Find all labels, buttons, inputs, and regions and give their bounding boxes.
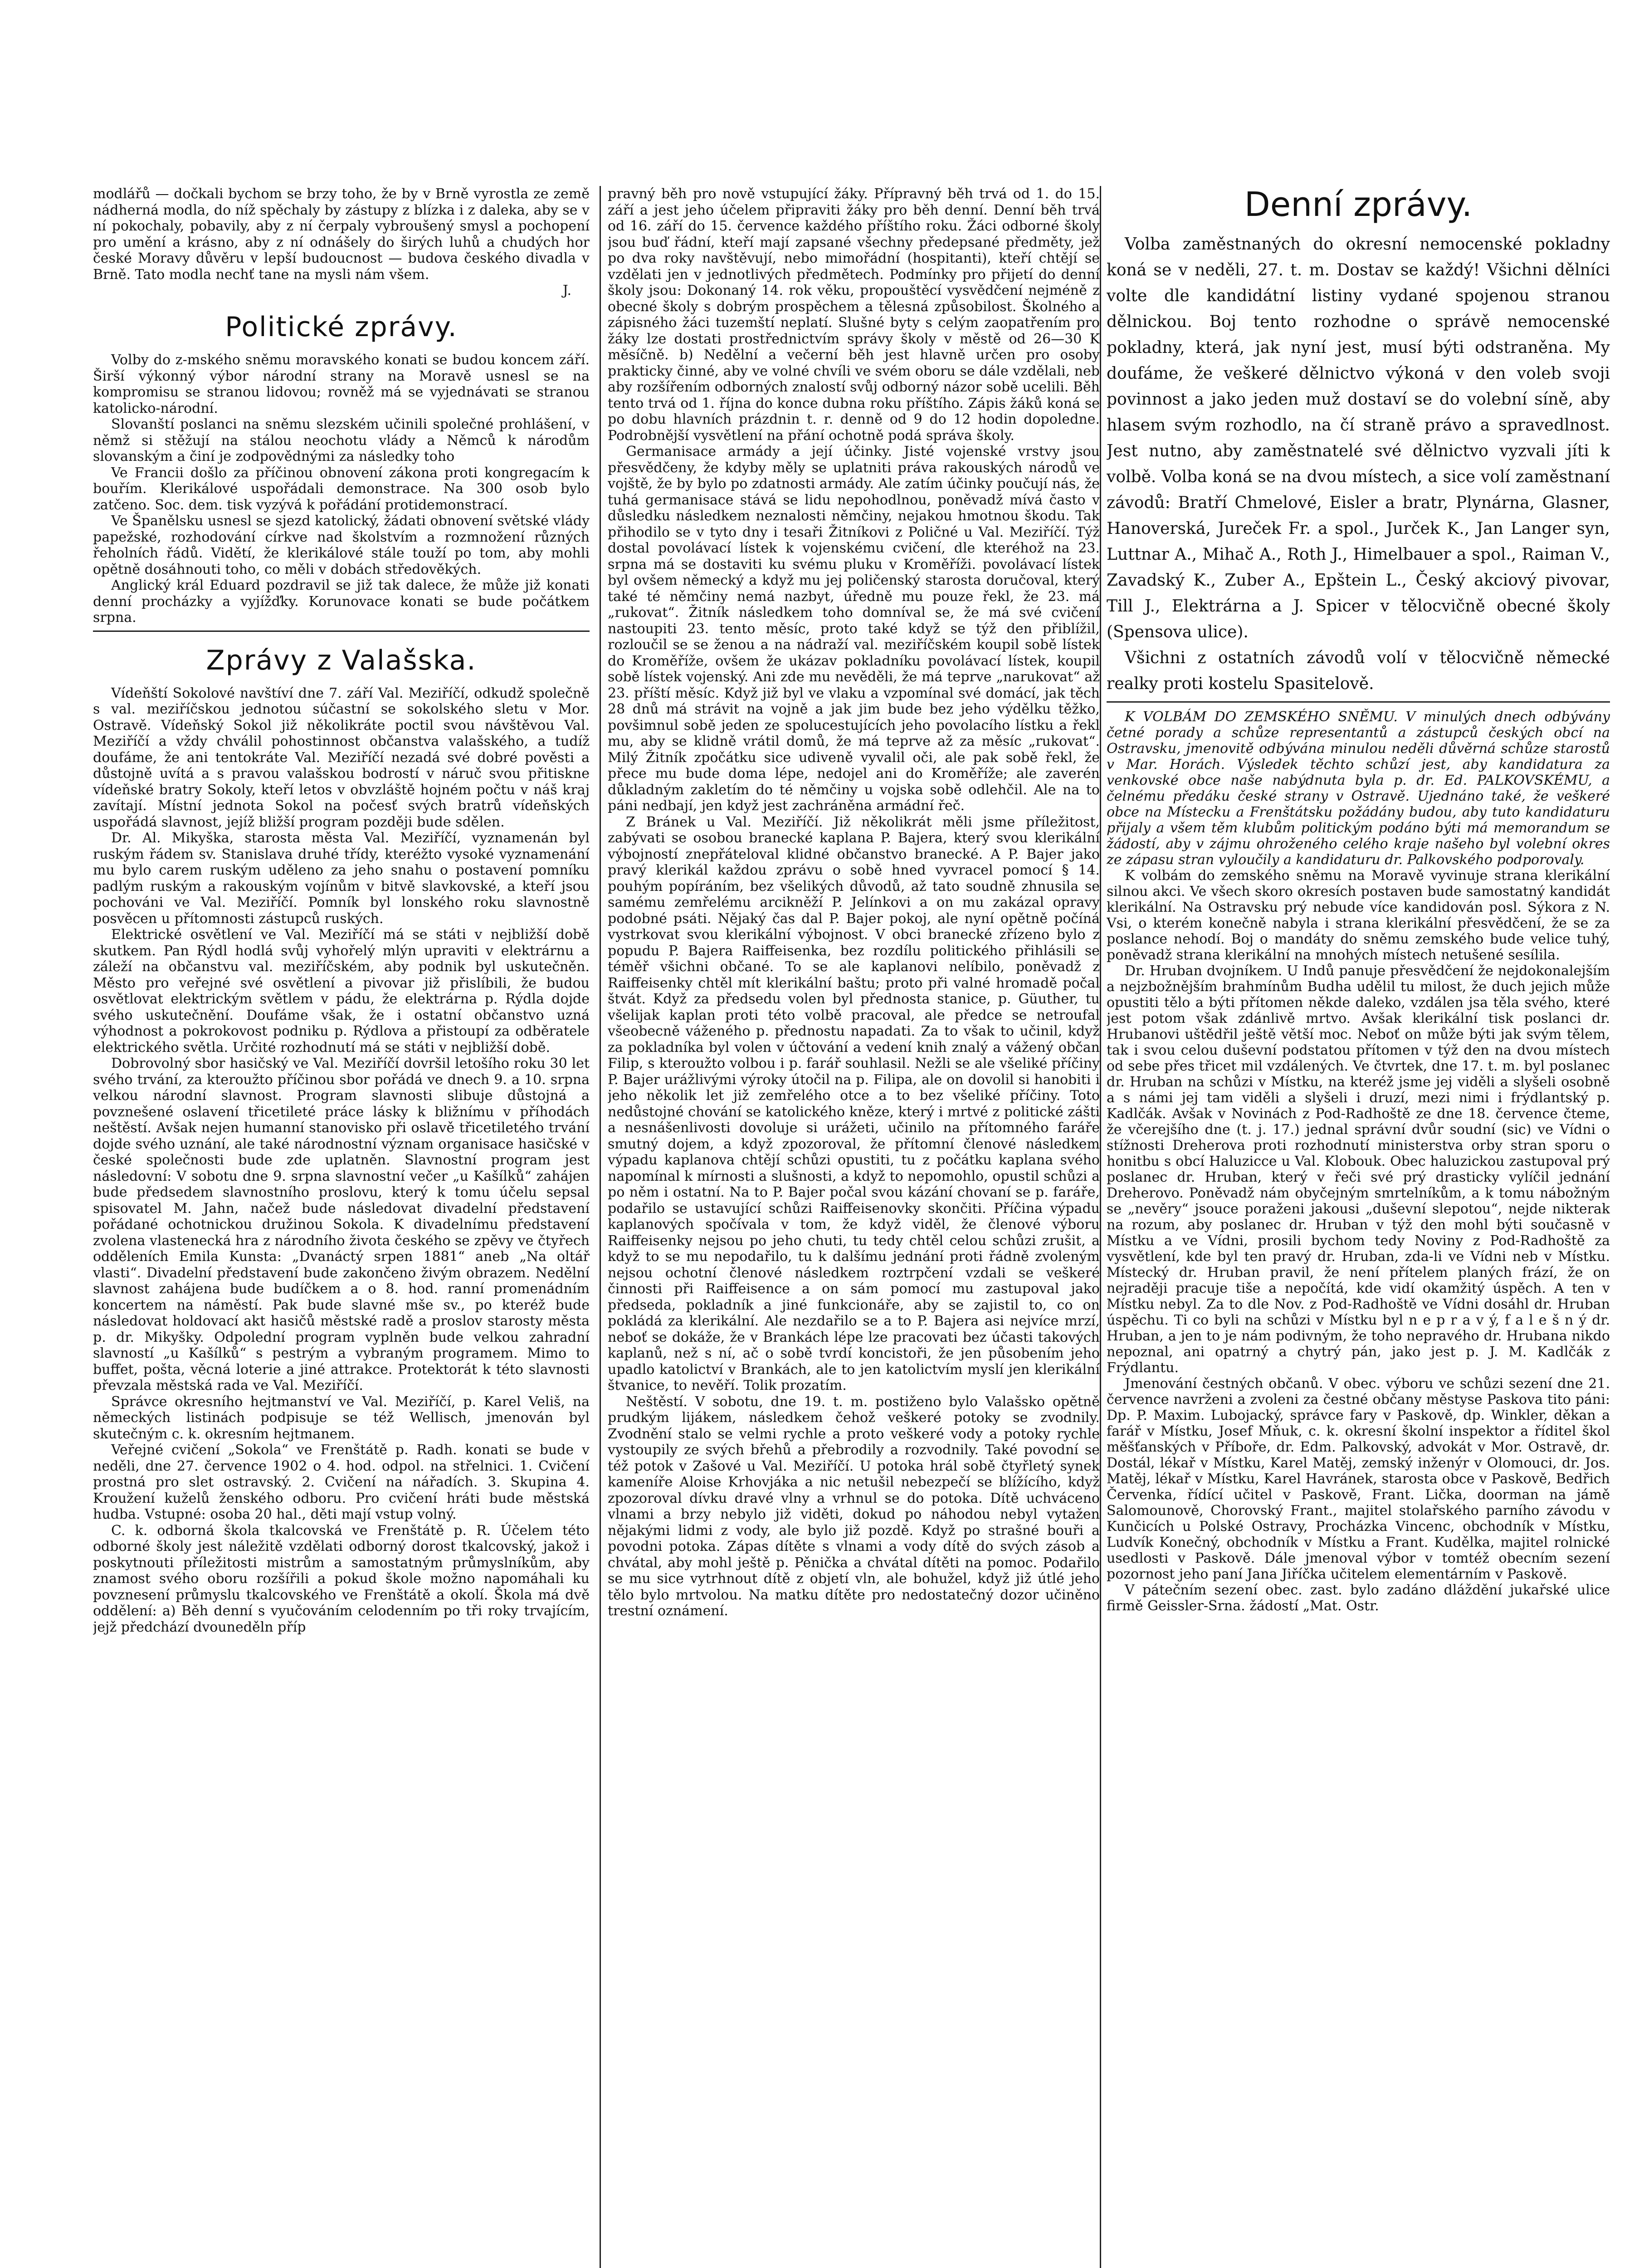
news-paragraph: Správce okresního hejtmanství ve Val. Meziříčí, p. Karel Veliš, na německých listinách podpisuje se též Wellisch, jmenován byl skutečným c. k. okresním hejtmanem.	[93, 1393, 590, 1442]
section-title-valassko: Zprávy z Valašska.	[206, 644, 477, 676]
news-paragraph: K VOLBÁM DO ZEMSKÉHO SNĚMU. V minulých dnech odbývány četné porady a schůze representantů a zástupců českých obcí na Ostravsku, jmenovitě odbývána minulou neděli důvěrná schůze starostů v Mar. Horách. Výsledek těchto schůzí jest, aby kandidatura za venkovské obce naše nabýdnuta byla p. dr. Ed. PALKOVSKÉMU, a čelnému předáku české strany v Ostravě. Ujednáno také, že veškeré obce na Místecku a Frenštátsku požádány budou, aby tuto kandidaturu přijaly a všem těm klubům politickým podáno býti má memorandum se žádostí, aby v zájmu ohroženého celého kraje našeho byl volební okres ze zápasu stran vyloučily a kandidaturu dr. Palkovského podporovaly.	[1107, 709, 1610, 868]
column-left	[93, 186, 590, 2268]
column-right	[1107, 186, 1610, 2268]
news-paragraph: Ve Francii došlo za příčinou obnovení zákona proti kongregacím k bouřím. Klerikálové uspořádali demonstrace. Na 300 osob bylo zatčeno. Soc. dem. tisk vyzývá k pořádání protidemonstrací.	[93, 464, 590, 513]
news-paragraph: Jmenování čestných občanů. V obec. výboru ve schůzi sezení dne 21. července navrženi a zvoleni za čestné občany městyse Paskova tito páni: Dp. P. Maxim. Lubojacký, správce fary v Paskově, dp. Winkler, děkan a farář v Místku, Josef Mňuk, c. k. okresní školní inspektor a říditel škol měšťanských v Příboře, dr. Edm. Palkovský, advokát v Mor. Ostravě, dr. Dostál, lékař v Místku, Karel Matěj, zemský inženýr v Olomouci, dr. Jos. Matěj, lékař v Místku, Karel Havránek, starosta obce v Paskově, Bedřich Červenka, řídící učitel v Paskově, Frant. Lička, doorman na jámě Salomounově, Chorovský Frant., majitel stolařského parního závodu v Kunčicích u Polské Ostravy, Procházka Vincenc, obchodník v Místku, Ludvík Konečný, obchodník v Místku a Frant. Kudělka, majitel rolnické usedlosti v Paskově. Dále jmenoval výbor v tomtéž obecním sezení pozornost jeho paní Jana Jiříčka učitelem elementárním v Paskově.	[1107, 1376, 1610, 1582]
news-paragraph: Z Bránek u Val. Meziříčí. Již několikrát měli jsme příležitost, zabývati se osobou branecké kaplana P. Bajera, který svou klerikální výbojností znepřáteloval klidné občanstvo branecké. A P. Bajer jako pravý klerikál každou zprávu o sobě hned vyvracel pomocí § 14. pouhým popíráním, bez všelikých důvodů, až tato soudně zhnusila se samému zemřelému arcikněží P. Jelínkovi a on mu zakázal opravy podobné psáti. Nějaký čas dal P. Bajer pokoj, ale nyní opětně počíná vystrkovat svou klerikální výbojnost. V obci branecké zřízeno bylo z popudu P. Bajera Raiffeisenka, bez rozdílu politického přihlásili se téměř všichni občané. To se ale kaplanovi nelíbilo, poněvadž z Raiffeisenky chtěl mít klerikální baštu; proto při valné hromadě počal štvát. Když za předsedu volen byl přednosta stanice, p. Güuther, tu všelijak kaplan proti této volbě pracoval, ale předce se netroufal všeobecně váženého p. přednostu napadati. Za to však to učinil, když za pokladníka byl volen v účtování a vedení knih znalý a vážený občan Filip, s kteroužto volbou i p. farář souhlasil. Nežli se ale všeliké příčiny P. Bajer urážlivými výroky útočil na p. Filipa, ale on dovolil si hanobiti i jeho několik let již zemřelého otce a to bez všeliké příčiny. Toto nedůstojné chování se katolického kněze, který i mrtvé z politické zášti a nesnášenlivosti dovoluje si urážeti, učinilo na přítomného faráře smutný dojem, a když zpozoroval, že přítomní členové následkem výpadu kaplanova chtějí schůzi opustiti, tu z počátku kaplana svého napomínal k mírnosti a slušnosti, a když to nepomohlo, opustil schůzi a po něm i ostatní. Na to P. Bajer počal svou kázání chovaní se p. faráře, podařilo se ustavující schůzi Raiffeisenovky skončiti. Příčina výpadu kaplanových spočívala v tom, že když viděl, že členové výboru Raiffeisenky nejsou po jeho chuti, tu tedy chtěl celou schůzi zrušit, a když to se mu nepodařilo, tu k dalšímu jednání proti řádně zvoleným nejsou ochotní členové následkem roztrpčení vzdali se veškeré činnosti při Raiffeisence a on sám pomocí mu zastupoval jako předseda, pokladník a jiné funkcionáře, aby se zajistil to, co on pokládá za klerikální. Ale nezdařilo se a to P. Bajera asi nejvíce mrzí, neboť se dokáže, že v Brankách lépe lze pracovati bez účasti takových kaplanů, než s ní, ač o sobě tvrdí koncistoři, že jen působením jeho upadlo katolictví v Brankách, ale to jen katolictvím myslí jen klerikální štvanice, to nevěří. Tolik prozatím.	[608, 814, 1100, 1393]
section-title-politicke: Politické zprávy.	[225, 311, 458, 343]
column-middle	[608, 186, 1100, 2268]
news-paragraph: Neštěstí. V sobotu, dne 19. t. m. postiženo bylo Valašsko opětně prudkým lijákem, následkem čehož veškeré potoky se zvodnily. Zvodnění stalo se velmi rychle a proto veškeré vody a potoky rychle vystoupily ze svých břehů a přebrodily a rozvodnily. Také povodní se též potok v Zašové u Val. Meziříčí. U potoka hrál sobě čtyřletý synek kameníře Aloise Krhovjáka a nic netušil nebezpečí se blížícího, když zpozoroval dívku dravé vlny a vrhnul se do potoka. Dítě uchváceno vlnami a brzy nebylo již viděti, dokud po náhodou nebyl vytažen nějakými lidmi z vody, ale bylo již pozdě. Když po strašné bouři a povodni potoka. Zápas dítěte s vlnami a vody dítě do svých zásob a chvátal, aby mohl ještě p. Pěnička a chvátal dítěti na pomoc. Podařilo se mu sice vytrhnout dítě z objetí vln, ale bohužel, když již útlé jeho tělo bylo mrtvolou. Na matku dítěte pro nedostatečný dozor učiněno trestní oznámení.	[608, 1393, 1100, 1619]
column-rule	[600, 186, 601, 2268]
news-paragraph: Dobrovolný sbor hasičský ve Val. Meziříčí dovršil letošího roku 30 let svého trvání, za kteroužto příčinou sbor pořádá ve dnech 9. a 10. srpna velkou národní slavnost. Program slavnosti slibuje důstojná a povznešené oslavení třicetileté práce lásky k bližnímu v příhodách neštěstí. Avšak nejen humanní stanovisko při oslavě třicetiletého trvání dojde svého uznání, ale také národnostní význam organisace hasičské v české společnosti bude zde uplatněn. Slavnostní program jest následovní: V sobotu dne 9. srpna slavnostní večer „u Kašílků“ zahájen bude předsedem slavnostního proslovu, který k tomu účelu sepsal spisovatel M. Jahn, načež bude následovat divadelní představení pořádané ochotnickou družinou Sokola. K divadelnímu představení zvolena vlastenecká hra z národního života českého se zpěvy ve čtyřech odděleních Emila Kunsta: „Dvanáctý srpen 1881“ aneb „Na oltář vlasti“. Divadelní představení bude zakončeno živým obrazem. Nedělní slavnost zahájena bude budíčkem a o 8. hod. ranní promenádním koncertem na náměstí. Pak bude slavné mše sv., po kteréž bude následovat holdovací akt hasičů městské radě a proslov starosty města p. dr. Mikyšky. Odpolední program vyplněn bude velkou zahradní slavností „u Kašílků“ s pestrým a vybraným programem. Mimo to buffet, pošta, věcná loterie a jiné attrakce. Protektorát k této slavnosti převzala městská rada ve Val. Meziříčí.	[93, 1056, 590, 1393]
short-news-block	[1107, 709, 1610, 1614]
news-paragraph: Volba zaměstnaných do okresní nemocenské pokladny koná se v neděli, 27. t. m. Dostav se každý! Všichni dělníci volte dle kandidátní listiny vydané spojenou stranou dělnickou. Boj tento rozhodne o správě nemocenské pokladny, která, jak nyní jest, musí býti odstraněna. My doufáme, že veškeré dělnictvo výkoná v den voleb svoji povinnost a jako jeden muž dostaví se do volební síně, aby hlasem svým rozhodlo, na čí straně právo a spravedlnost. Jest nutno, aby zaměstnatelé své dělnictvo vyzvali jíti k volbě. Volba koná se na dvou místech, a sice volí zaměstnaní závodů: Bratří Chmelové, Eisler a bratr, Plynárna, Glasner, Hanoverská, Jureček Fr. a spol., Jurček K., Jan Langer syn, Luttnar A., Mihač A., Roth J., Himelbauer a spol., Raiman V., Zavadský K., Zuber A., Epštein L., Český akciový pivovar, Till J., Elektrárna a J. Spicer v tělocvičně obecné školy (Spensova ulice).	[1107, 235, 1610, 641]
section-divider	[93, 631, 590, 632]
news-paragraph: K volbám do zemského sněmu na Moravě vyvinuje strana klerikální silnou akci. Ve všech skoro okresích postaven bude samostatný kandidát klerikální. Na Ostravsku prý nebude více kandidován posl. Sýkora z N. Vsi, o kterém konečně nabyla i strana klerikální přesvědčení, že se za poslance nehodí. Boj o mandáty do sněmu zemského bude velice tuhý, poněvadž strana klerikální na mnohých místech netušené sesílila.	[1107, 868, 1610, 963]
intro-signature: J.	[562, 283, 571, 298]
news-paragraph: Ve Španělsku usnesl se sjezd katolický, žádati obnovení světské vlády papežské, rozhodování církve nad školstvím a rozmnožení různých řeholních řádů. Vidětí, že klerikálové stále touží po tom, aby mohli opětně dosáhnouti toho, co měli v dobách středověkých.	[93, 513, 590, 577]
column-rule	[1100, 186, 1101, 2268]
news-paragraph: Veřejné cvičení „Sokola“ ve Frenštátě p. Radh. konati se bude v neděli, dne 27. července 1902 o 4. hod. odpol. na střelnici. 1. Cvičení prostná pro slet ostravský. 2. Cvičení na nářadích. 3. Skupina 4. Kroužení kuželů ženského odboru. Pro cvičení hráti bude městská hudba. Vstupné: osoba 20 hal., děti mají vstup volný.	[93, 1442, 590, 1522]
news-paragraph: Všichni z ostatních závodů volí v tělocvičně německé realky proti kostelu Spasitelově.	[1107, 649, 1610, 693]
news-paragraph: Anglický král Eduard pozdravil se již tak dalece, že může již konati denní procházky a vyjížďky. Korunovace konati se bude počátkem srpna.	[93, 577, 590, 626]
news-paragraph: Vídeňští Sokolové navštíví dne 7. září Val. Meziříčí, odkudž společně s val. meziříčskou jednotou súčastní se sokolského sletu v Mor. Ostravě. Vídeňský Sokol již několikráte poctil svou návštěvou Val. Meziříčí a vždy chválil pohostinnost občanstva valašského, a tudíž doufáme, že ani tentokráte Val. Meziříčí nezadá své dobré pověsti a důstojně uvítá a s pravou valašskou bodrostí v náruč svou přitiskne vídeňské bratry Sokoly, kteří letos v obvzláště hojném počtu v náš kraj zavítají. Místní jednota Sokol na počesť svých bratrů vídeňských uspořádá slavnost, jejíž bližší program později bude sdělen.	[93, 685, 590, 830]
news-paragraph: V pátečním sezení obec. zast. bylo zadáno dláždění jukařské ulice firmě Geissler-Srna. žádostí „Mat. Ostr.	[1107, 1582, 1610, 1614]
news-paragraph: Elektrické osvětlení ve Val. Meziříčí má se státi v nejbližší době skutkem. Pan Rýdl hodlá svůj vyhořelý mlýn upraviti v elektrárnu a záleží na občanstvu val. meziříčském, aby podnik byl uskutečněn. Město pro veřejné své osvětlení a pivovar již přislíbili, že budou osvětlovat elektrickým světlem v pádu, že elektrárna p. Rýdla dojde svého uskutečnění. Doufáme však, že i ostatní občanstvo uzná výhodnost a pokrokovost podniku p. Rýdlova a přistoupí za odběratele elektrického světla. Určité rozhodnutí má se státi v nejbližší době.	[93, 927, 590, 1056]
intro-paragraph: modlářů — dočkali bychom se brzy toho, že by v Brně vyrostla ze země nádherná modla, do níž spěchaly by zástupy z blízka i z daleka, aby se v ní pokochaly, pobavily, aby z ní čerpaly vybroušený smysl a pochopení pro umění a krásno, aby z ní odnášely do širých luhů a chudých hor české Moravy důvěru v lepší budoucnost — budova českého divadla v Brně. Tato modla nechť tane na mysli nám všem.	[93, 186, 590, 283]
news-paragraph: Slovanští poslanci na sněmu slezském učinili společné prohlášení, v němž si stěžují na stálou neochotu vlády a Němců k národům slovanským a činí je zodpovědnými za následky toho	[93, 416, 590, 464]
news-paragraph: Dr. Hruban dvojníkem. U Indů panuje přesvědčení že nejdokonalejším a nejzbožnějším brahmínům Budha udělil tu milost, že duch jejich může opustiti tělo a býti přítomen někde daleko, vzdálen jsa těla svého, které jest potom však zdánlivě mrtvo. Avšak klerikální tisk poslanci dr. Hrubanovi uštědřil ještě větší moc. Neboť on může býti jak svým tělem, tak i svou celou duševní podstatou přítomen v týž den na dvou místech od sebe přes třicet mil vzdálených. Ve čtvrtek, dne 17. t. m. byl poslanec dr. Hruban na schůzi v Místku, na kteréž jsme jej viděli a slyšeli osobně a s námi jej tam viděli a slyšeli i druzí, mezi nimi i frýdlantský p. Kadlčák. Avšak v Novinách z Pod-Radhoště ze dne 18. července čteme, že včerejšího dne (t. j. 17.) jednal správní dvůr soudní (sic) ve Vídni o stížnosti Dreherova proti rozhodnutí ministerstva orby stran sporu o honitbu s obcí Haluzicce u Val. Klobouk. Obec haluzickou zastupoval prý poslanec dr. Hruban, který v řeči své prý drasticky vylíčil jednání Dreherovo. Poněvadž nám obyčejným smrtelníkům, a k tomu nábožným se „nevěry“ jsouce poraženi jakousi „duševní slepotou“, nejde nikterak na rozum, aby poslanec dr. Hruban v týž den mohl býti současně v Místku a ve Vídni, prosili bychom tedy Noviny z Pod-Radhoště za vysvětlení, kde byl ten pravý dr. Hruban, zda-li ve Vídni neb v Místku. Místecký dr. Hruban pravil, že není přítelem planých frází, že on nejraději pracuje tiše a nepočítá, kde vidí okamžitý úspěch. A ten v Místku nebyl. Za to dle Nov. z Pod-Radhoště ve Vídni dosáhl dr. Hruban úspěchu. Ti co byli na schůzi v Místku byl n e p r a v ý, f a l e š n ý dr. Hruban, a jen to je nám podivným, že toho nepravého dr. Hrubana nikdo nepoznal, ani opatrný a chytrý pán, jako jest p. J. M. Kadlčák z Frýdlantu.	[1107, 963, 1610, 1376]
news-paragraph: pravný běh pro nově vstupující žáky. Přípravný běh trvá od 1. do 15. září a jest jeho účelem připraviti žáky pro běh denní. Denní běh trvá od 16. září do 15. července každého příštího roku. Žáci odborné školy jsou buď řádní, kteří mají zapsané všechny předepsané předměty, jež po dva roky navštěvují, nebo mimořádní (hospitanti), kteří chtějí se vzdělati jen v jednotlivých předmětech. Podmínky pro přijetí do denní školy jsou: Dokonaný 14. rok věku, propouštěcí vysvědčení nejméně z obecné školy s dobrým prospěchem a tělesná způsobilost. Školného a zápisného žáci tuzemští neplatí. Slušné byty s celým zaopatřením pro žáky lze dostati prostřednictvím správy školy v městě od 26—30 K měsíčně. b) Nedělní a večerní běh jest hlavně určen pro osoby prakticky činné, aby ve volné chvíli ve svém oboru se dále vzdělali, neb aby rozšířením odborných znalostí svůj odborný názor sobě ucelili. Běh tento trvá od 1. října do konce dubna roku příštího. Zápis žáků koná se po dobu hlavních prázdnin t. r. denně od 9 do 12 hodin dopoledne. Podrobnější vysvětlení na přání ochotně podá správa školy.	[608, 186, 1100, 444]
section-divider	[1107, 701, 1610, 703]
news-paragraph: Volby do z-mského sněmu moravského konati se budou koncem září. Širší výkonný výbor národní strany na Moravě usnesl se na kompromisu se stranou lidovou; rovněž má se vyjednávati se stranou katolicko-národní.	[93, 352, 590, 416]
news-paragraph: Germanisace armády a její účinky. Jisté vojenské vrstvy jsou přesvědčeny, že kdyby měly se uplatniti práva rakouských národů ve vojště, že by bylo po zdatnosti armády. Ale zatím účinky poučují nás, že tuhá germanisace stává se lidu nepohodlnou, poněvadž mívá často v důsledku následkem neznalosti němčiny, nejakou hmotnou škodu. Tak přihodilo se v tyto dny i tesaři Žitníkovi z Poličné u Val. Meziříčí. Týž dostal povolávací lístek k vojenskému cvičení, dle kteréhož na 23. srpna má se dostaviti ku svému pluku v Kroměříži. povolávací lístek byl ovšem německý a když mu jej poličenský starosta doručoval, který také té němčiny nemá nazbyt, úředně mu pouze řekl, že 23. má „rukovat“. Žitník následkem toho domníval se, že má své cvičení nastoupiti 23. tento měsíc, proto také když se týž den přiblížil, rozloučil se se ženou a na nádraží val. meziříčském koupil sobě lístek do Kroměříže, ovšem že ukázav pokladníku povolávací lístek, koupil sobě lístek vojenský. Ani zde mu nevěděli, že má teprve „narukovat“ až 23. příští měsíc. Když již byl ve vlaku a vzpomínal své domácí, jak těch 28 dnů má strávit na vojně a jak jim bude bez jeho výdělku těžko, povšimnul sobě jeden ze spolucestujících jeho povolacího lístku a řekl mu, aby se klidně vrátil domů, že má teprve až za měsíc „rukovat“. Milý Žitník zpočátku sice udiveně vyvalil oči, ale pak sobě řekl, že přece mu bude doma lépe, nedojel ani do Kroměříže; ale zaverén důkladným zakletím do té němčiny u vojska sobě odlehčil. Ale na to páni nedbají, jen když jest zachráněna armádní řeč.	[608, 444, 1100, 814]
news-paragraph: C. k. odborná škola tkalcovská ve Frenštátě p. R. Účelem této odborné školy jest náležitě vzdělati odborný dorost tkalcovský, jakož i poskytnouti příležitosti mistrům a samostatným průmyslníkům, aby znamost svého oboru rozšířili a pokud škole možno napomáhali ku povznesení průmyslu tkalcovského ve Frenštátě a okolí. Škola má dvě oddělení: a) Běh denní s vyučováním celodenním po tři roky trvajícím, jejž předchází dvouneděln příp	[93, 1522, 590, 1635]
news-paragraph: Dr. Al. Mikyška, starosta města Val. Meziříčí, vyznamenán byl ruským řádem sv. Stanislava druhé třídy, kteréžto vysoké vyznamenání mu bylo carem ruským uděleno za jeho snahu o postavení pomníku padlým ruským a rakouským vojínům v bitvě slavkovské, a kteří jsou pochováni ve Val. Meziříčí. Pomník byl lonského roku slavnostně posvěcen u přítomnosti zástupců ruských.	[93, 830, 590, 927]
section-title-denni: Denní zprávy.	[1244, 186, 1473, 224]
